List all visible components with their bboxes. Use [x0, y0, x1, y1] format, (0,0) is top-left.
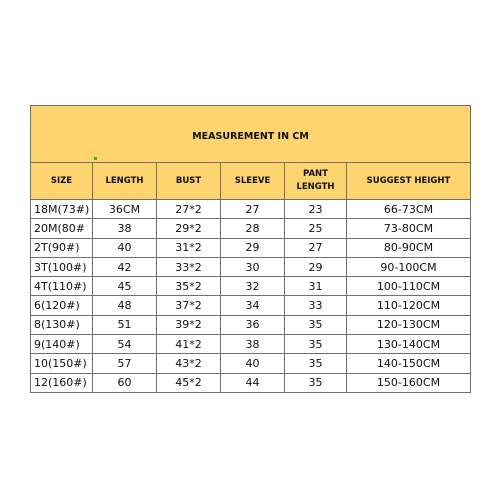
- table-cell: 48: [93, 296, 157, 315]
- table-cell: 36CM: [93, 200, 157, 219]
- table-cell: 35: [285, 335, 347, 354]
- table-cell: 20M(80#: [31, 219, 93, 238]
- table-cell: 43*2: [157, 354, 221, 373]
- table-cell: 73-80CM: [347, 219, 471, 238]
- table-cell: 40: [221, 354, 285, 373]
- column-header: [285, 163, 347, 200]
- table-cell: 34: [221, 296, 285, 315]
- table-cell: 29: [285, 257, 347, 276]
- column-header-label: SIZE: [50, 175, 73, 186]
- table-cell: 39*2: [157, 315, 221, 334]
- column-header: [221, 163, 285, 200]
- title-row: [31, 106, 471, 163]
- green-marker: [94, 157, 97, 160]
- table-cell: 45: [93, 277, 157, 296]
- table-cell: 45*2: [157, 373, 221, 392]
- table-cell: 35*2: [157, 277, 221, 296]
- header-row: [31, 163, 471, 200]
- table-cell: 32: [221, 277, 285, 296]
- table-cell: 27: [285, 238, 347, 257]
- column-header: [157, 163, 221, 200]
- table-body: [31, 200, 471, 393]
- table-cell: 33*2: [157, 257, 221, 276]
- table-cell: 6(120#): [31, 296, 93, 315]
- table-cell: 66-73CM: [347, 200, 471, 219]
- table-cell: 35: [285, 354, 347, 373]
- table-cell: 27: [221, 200, 285, 219]
- table-cell: 4T(110#): [31, 277, 93, 296]
- table-cell: 29: [221, 238, 285, 257]
- table-row: [31, 257, 471, 276]
- table-cell: 44: [221, 373, 285, 392]
- table-cell: 30: [221, 257, 285, 276]
- table-cell: 42: [93, 257, 157, 276]
- table-row: [31, 219, 471, 238]
- table-cell: 60: [93, 373, 157, 392]
- table-cell: 35: [285, 373, 347, 392]
- table-row: [31, 354, 471, 373]
- table-cell: 8(130#): [31, 315, 93, 334]
- column-header-label: LENGTH: [105, 175, 144, 186]
- table-title: MEASUREMENT IN CM: [31, 106, 471, 163]
- table-cell: 140-150CM: [347, 354, 471, 373]
- table-cell: 29*2: [157, 219, 221, 238]
- table-cell: 10(150#): [31, 354, 93, 373]
- table-row: [31, 238, 471, 257]
- table-cell: 130-140CM: [347, 335, 471, 354]
- table-cell: 38: [221, 335, 285, 354]
- column-header: [31, 163, 93, 200]
- table-row: [31, 277, 471, 296]
- column-header-label: BUST: [175, 175, 202, 186]
- table-cell: 33: [285, 296, 347, 315]
- table-cell: 41*2: [157, 335, 221, 354]
- table-cell: 80-90CM: [347, 238, 471, 257]
- column-header: [347, 163, 471, 200]
- table-row: [31, 315, 471, 334]
- column-header: [93, 163, 157, 200]
- table-cell: 90-100CM: [347, 257, 471, 276]
- table-cell: 120-130CM: [347, 315, 471, 334]
- column-header-label: PANT LENGTH: [296, 169, 335, 192]
- table-cell: 40: [93, 238, 157, 257]
- table-cell: 31*2: [157, 238, 221, 257]
- table-cell: 18M(73#): [31, 200, 93, 219]
- table-cell: 23: [285, 200, 347, 219]
- table-cell: 37*2: [157, 296, 221, 315]
- table-cell: 54: [93, 335, 157, 354]
- table-cell: 31: [285, 277, 347, 296]
- table-cell: 12(160#): [31, 373, 93, 392]
- table-cell: 36: [221, 315, 285, 334]
- column-header-label: SLEEVE: [234, 175, 271, 186]
- table-cell: 3T(100#): [31, 257, 93, 276]
- table-cell: 27*2: [157, 200, 221, 219]
- column-header-label: SUGGEST HEIGHT: [366, 175, 451, 186]
- table-cell: 25: [285, 219, 347, 238]
- table-cell: 110-120CM: [347, 296, 471, 315]
- table-row: [31, 335, 471, 354]
- table-row: [31, 373, 471, 392]
- size-chart-table: [30, 105, 471, 393]
- table-cell: 100-110CM: [347, 277, 471, 296]
- table-cell: 51: [93, 315, 157, 334]
- table-cell: 38: [93, 219, 157, 238]
- table-cell: 57: [93, 354, 157, 373]
- table-cell: 9(140#): [31, 335, 93, 354]
- table-cell: 2T(90#): [31, 238, 93, 257]
- table-row: [31, 200, 471, 219]
- table-row: [31, 296, 471, 315]
- table-cell: 150-160CM: [347, 373, 471, 392]
- table-cell: 35: [285, 315, 347, 334]
- table-cell: 28: [221, 219, 285, 238]
